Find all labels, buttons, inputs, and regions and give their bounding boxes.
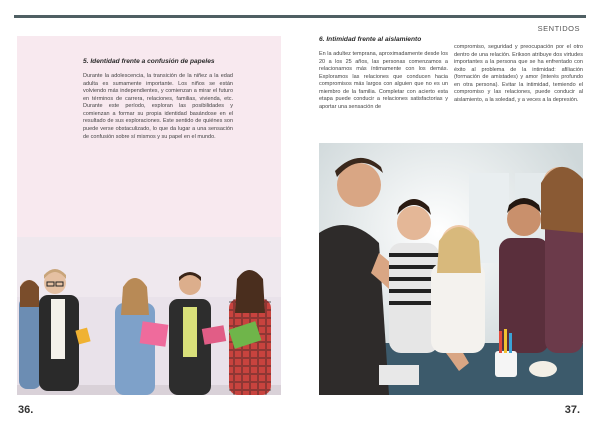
- page-number-right: 37.: [564, 404, 580, 416]
- section-heading-intimacy: 6. Intimidad frente al aislamiento: [319, 36, 422, 43]
- group-collaboration-photo: [319, 143, 583, 395]
- group-illustration: [319, 143, 583, 395]
- left-text-block: [83, 58, 233, 141]
- intimacy-paragraph-1: En la adultez temprana, aproximadamente desde los 20 a los 25 años, las personas comenzamos a relacionarnos más íntimamente con los demás. Exploramos las relaciones que conducen hacia compromisos más largos con alguien que no es un miembro de la familia. Completar con acierto esta etapa puede conducir a relaciones satisfactorias y aportar una sensación de: [319, 51, 448, 111]
- identity-paragraph: Durante la adolescencia, la transición de la niñez a la edad adulta es sumamente importante. Los niños se están volviendo más independientes, y comienzan a mirar el futuro en términos de carrera, relaciones, familias, vivienda, etc. Durante este período, exploran las posibilidades y comienzan a formar su propia identidad basándose en el resultado de sus exploraciones. Este sentido de quiénes son puede verse obstaculizado, lo que da lugar a una sensación de confusión sobre sí mismos y su papel en el mundo.: [83, 73, 233, 140]
- right-column-2: [454, 44, 583, 105]
- teenagers-illustration: [17, 237, 281, 395]
- header-rule: [14, 15, 586, 18]
- right-column-1: [319, 36, 448, 112]
- teenagers-photo: [17, 237, 281, 395]
- left-page-panel: [17, 36, 281, 395]
- running-title: SENTIDOS: [537, 24, 580, 33]
- page-number-left: 36.: [18, 404, 34, 416]
- section-heading-identity: 5. Identidad frente a confusión de papeles: [83, 58, 215, 65]
- intimacy-paragraph-2: compromiso, seguridad y preocupación por el otro dentro de una relación. Erikson atribuye dos virtudes importantes a la persona que se ha enfrentado con éxito al problema de la intimidad: afiliación (formación de amistades) y amor (interés profundo en otra persona). Evitar la intimidad, temiendo el compromiso y las relaciones, puede conducir al aislamiento, a la soledad, y a veces a la depresión.: [454, 44, 583, 104]
